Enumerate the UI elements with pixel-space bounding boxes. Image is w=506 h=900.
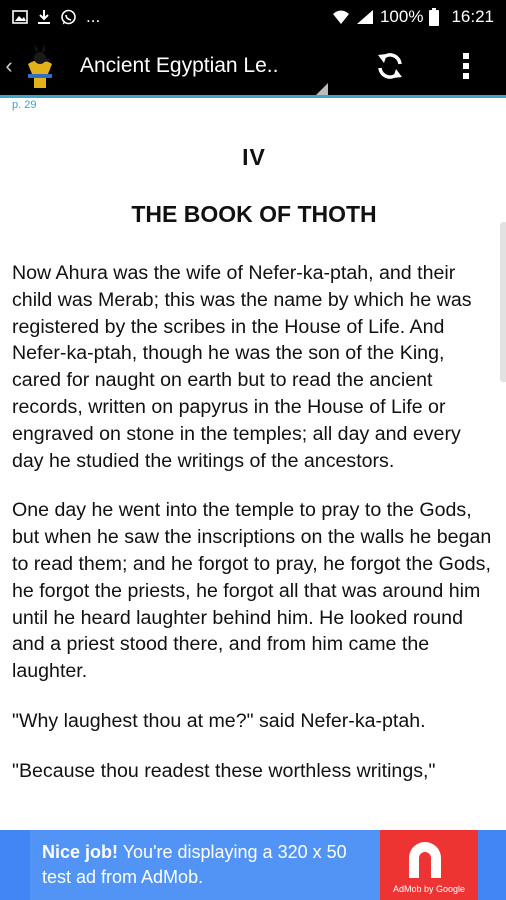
clock: 16:21 bbox=[451, 7, 494, 26]
admob-caption: AdMob by Google bbox=[392, 884, 466, 894]
scroll-handle[interactable] bbox=[500, 222, 506, 382]
app-title[interactable]: Ancient Egyptian Le.. bbox=[80, 54, 279, 77]
more-options-button[interactable] bbox=[444, 34, 488, 98]
chapter-number: IV bbox=[242, 144, 266, 170]
app-bar-accent-line bbox=[0, 95, 506, 98]
whatsapp-icon bbox=[60, 9, 77, 26]
status-bar bbox=[0, 0, 506, 34]
back-chevron-icon[interactable]: ‹ bbox=[5, 53, 13, 78]
battery-percent: 100% bbox=[379, 7, 424, 26]
app-bar bbox=[0, 34, 506, 98]
ad-text[interactable] bbox=[42, 840, 372, 890]
title-dropdown-indicator-icon[interactable] bbox=[316, 83, 328, 95]
wifi-icon bbox=[332, 9, 350, 25]
refresh-button[interactable] bbox=[366, 34, 414, 98]
image-icon bbox=[12, 10, 28, 24]
signal-icon bbox=[356, 9, 374, 25]
app-logo-anubis-icon bbox=[18, 42, 62, 90]
chapter-title: THE BOOK OF THOTH bbox=[131, 201, 377, 227]
paragraph: "Because thou readest these worthless writings," bbox=[12, 759, 436, 782]
paragraph: One day he went into the temple to pray to the Gods, but when he saw the inscriptions on the walls he began to read them; and he forgot to pray, he forgot the Gods, he forgot the priests, he forgot all that was around him until he heard laughter behind him. He looked round and a priest stood there, and from him came the laughter. bbox=[12, 499, 492, 683]
ad-headline: Nice job! bbox=[42, 842, 119, 862]
system-status bbox=[332, 7, 494, 27]
ad-body: You're displaying a 320 x 50 test ad from AdMob. bbox=[42, 842, 347, 887]
overflow-notifications: ... bbox=[86, 7, 101, 26]
notification-icons bbox=[12, 7, 100, 27]
paragraph: Now Ahura was the wife of Nefer-ka-ptah, and their child was Merab; this was the name by which he was registered by the scribes in the House of Life. And Nefer-ka-ptah, though he was the son of the King, cared for naught on earth but to read the ancient records, written on papyrus in the House of Life or engraved on stone in the temples; all day and every day he studied the writings of the ancestors. bbox=[12, 262, 472, 472]
download-icon bbox=[37, 9, 51, 25]
more-vert-icon bbox=[462, 52, 470, 80]
admob-logo-icon bbox=[401, 836, 449, 880]
battery-icon bbox=[429, 8, 439, 26]
reader-content[interactable] bbox=[12, 100, 496, 785]
refresh-icon bbox=[374, 50, 406, 82]
paragraph: "Why laughest thou at me?" said Nefer-ka-ptah. bbox=[12, 709, 426, 732]
page-reference: p. 29 bbox=[12, 99, 37, 111]
